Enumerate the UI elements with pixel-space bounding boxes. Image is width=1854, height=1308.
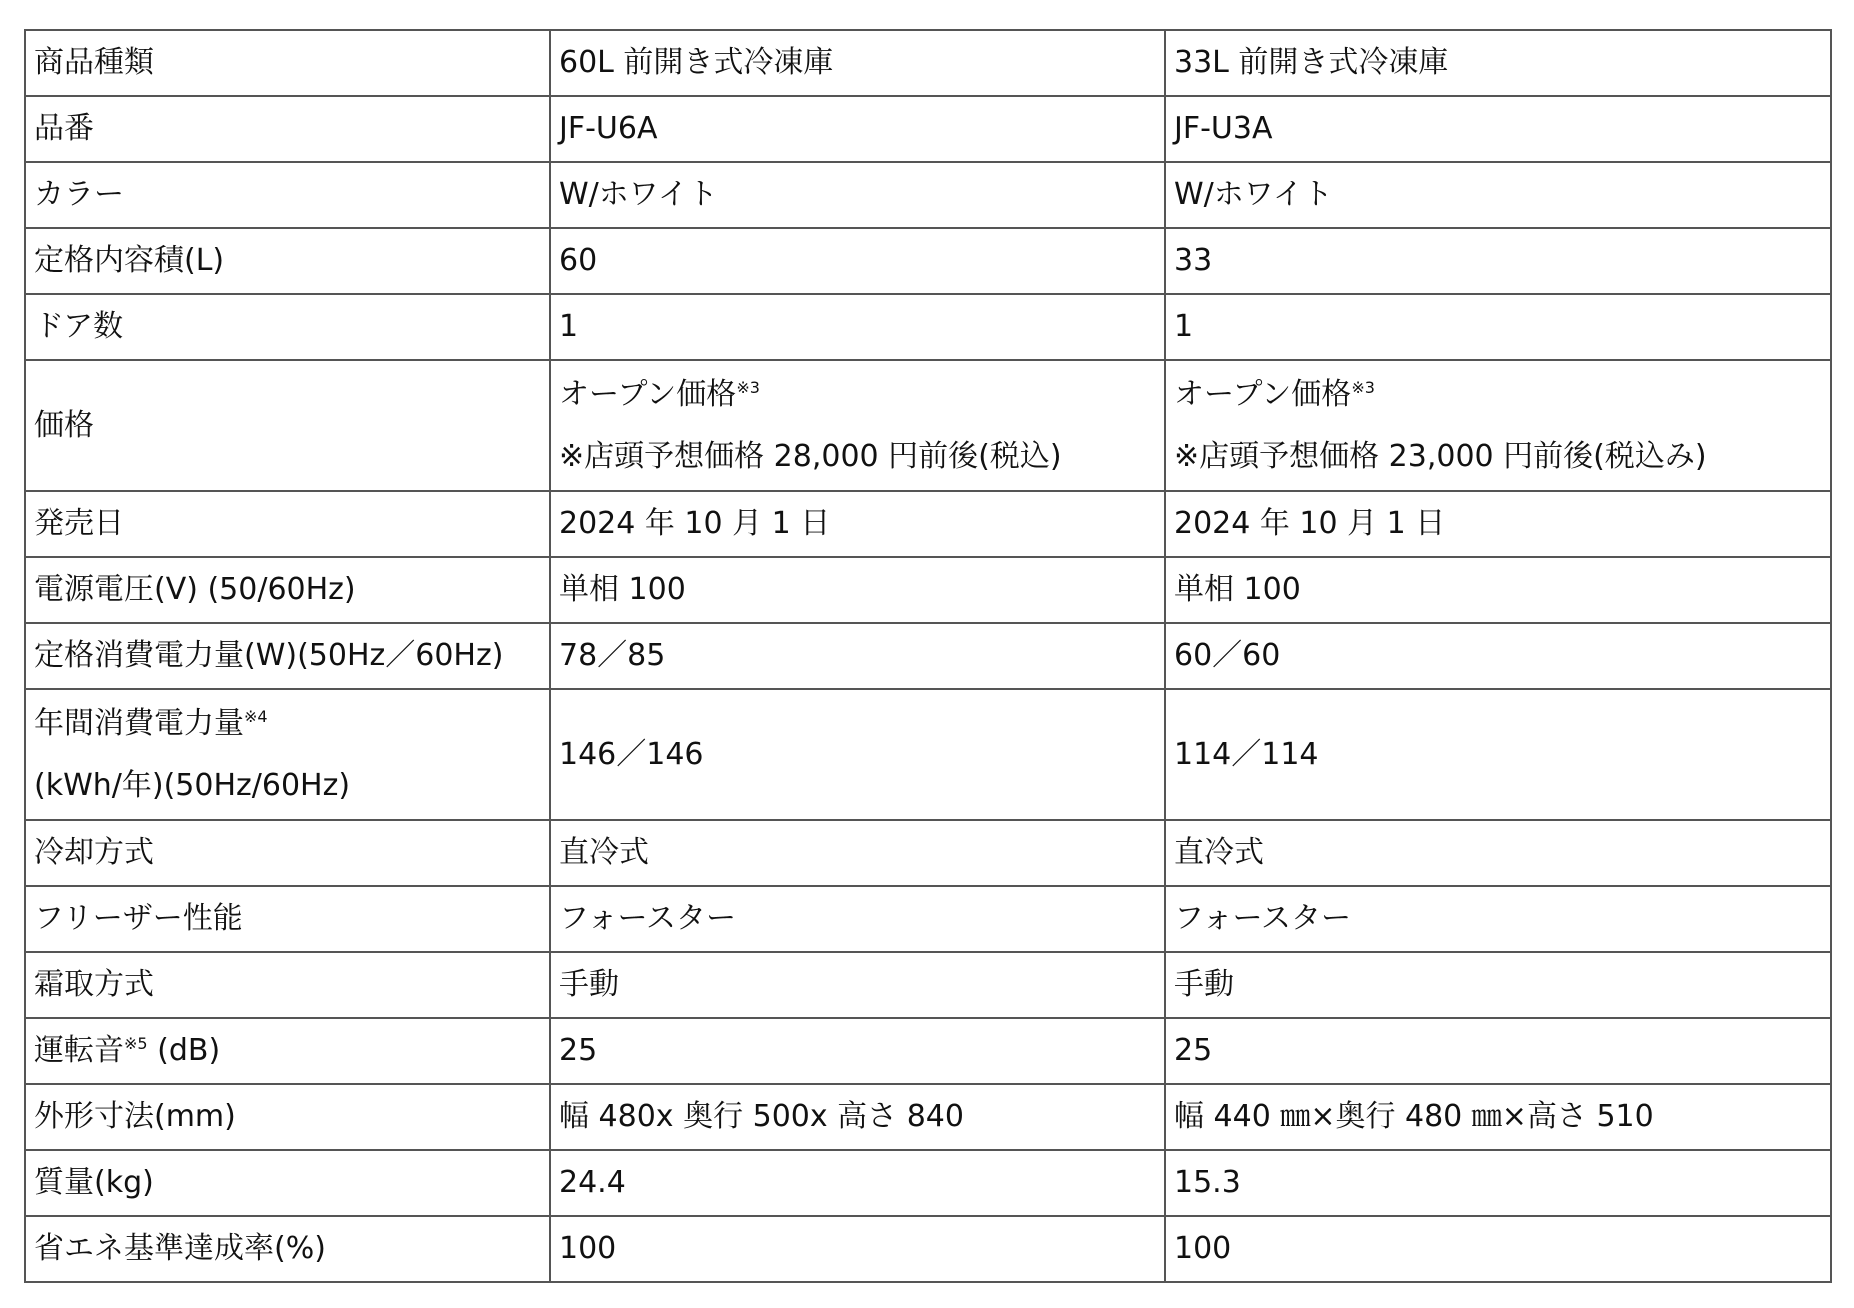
row-label: 質量(kg) — [25, 1150, 550, 1216]
row-label: カラー — [25, 162, 550, 228]
cell-model-60l: 24.4 — [550, 1150, 1165, 1216]
cell-model-33l: JF-U3A — [1165, 96, 1831, 162]
estimated-price: ※店頭予想価格 23,000 円前後(税込み) — [1174, 438, 1707, 474]
cell-model-60l: フォースター — [550, 886, 1165, 952]
cell-model-33l — [1165, 360, 1831, 491]
cell-model-60l — [550, 360, 1165, 491]
cell-model-60l: 直冷式 — [550, 820, 1165, 886]
row-label: 省エネ基準達成率(%) — [25, 1216, 550, 1282]
footnote-mark: ※3 — [1351, 377, 1375, 397]
cell-model-33l: 2024 年 10 月 1 日 — [1165, 491, 1831, 557]
row-label: 電源電圧(V) (50/60Hz) — [25, 557, 550, 623]
row-voltage — [25, 557, 1831, 623]
cell-model-33l: 25 — [1165, 1018, 1831, 1084]
row-label: 発売日 — [25, 491, 550, 557]
cell-model-33l: フォースター — [1165, 886, 1831, 952]
cell-model-60l: 単相 100 — [550, 557, 1165, 623]
row-label: 冷却方式 — [25, 820, 550, 886]
price-line — [1174, 364, 1822, 426]
row-label: 霜取方式 — [25, 952, 550, 1018]
row-label — [25, 689, 550, 820]
row-color — [25, 162, 1831, 228]
row-price — [25, 360, 1831, 491]
cell-model-60l: 60L 前開き式冷凍庫 — [550, 30, 1165, 96]
row-annual-power — [25, 689, 1831, 820]
cell-model-60l: 25 — [550, 1018, 1165, 1084]
label-line — [34, 693, 541, 755]
row-release-date — [25, 491, 1831, 557]
cell-model-33l: 直冷式 — [1165, 820, 1831, 886]
label-unit: (kWh/年)(50Hz/60Hz) — [34, 767, 351, 803]
cell-model-33l: 1 — [1165, 294, 1831, 360]
row-product-type — [25, 30, 1831, 96]
cell-model-60l: 幅 480x 奥行 500x 高さ 840 — [550, 1084, 1165, 1150]
row-weight — [25, 1150, 1831, 1216]
label-unit: (dB) — [147, 1033, 221, 1069]
cell-model-60l: 78／85 — [550, 623, 1165, 689]
row-dimensions — [25, 1084, 1831, 1150]
row-label: フリーザー性能 — [25, 886, 550, 952]
row-label: ドア数 — [25, 294, 550, 360]
cell-model-33l: 単相 100 — [1165, 557, 1831, 623]
cell-model-60l: JF-U6A — [550, 96, 1165, 162]
row-cooling-method — [25, 820, 1831, 886]
estimated-price: ※店頭予想価格 28,000 円前後(税込) — [559, 438, 1062, 474]
row-label: 品番 — [25, 96, 550, 162]
row-energy-efficiency — [25, 1216, 1831, 1282]
row-door-count — [25, 294, 1831, 360]
cell-model-33l: 114／114 — [1165, 689, 1831, 820]
row-label: 商品種類 — [25, 30, 550, 96]
row-rated-power — [25, 623, 1831, 689]
footnote-mark: ※5 — [124, 1034, 148, 1054]
row-freezer-rating — [25, 886, 1831, 952]
row-label: 外形寸法(mm) — [25, 1084, 550, 1150]
cell-model-60l: 100 — [550, 1216, 1165, 1282]
row-label: 価格 — [25, 360, 550, 491]
row-noise-level — [25, 1018, 1831, 1084]
price-text: オープン価格 — [559, 376, 737, 412]
price-text: オープン価格 — [1174, 376, 1352, 412]
row-model-number — [25, 96, 1831, 162]
row-label — [25, 1018, 550, 1084]
footnote-mark: ※3 — [736, 377, 760, 397]
label-text: 運転音 — [34, 1033, 124, 1069]
price-line — [559, 364, 1156, 426]
footnote-mark: ※4 — [244, 706, 268, 726]
cell-model-60l: 1 — [550, 294, 1165, 360]
cell-model-60l: 60 — [550, 228, 1165, 294]
cell-model-33l: 33L 前開き式冷凍庫 — [1165, 30, 1831, 96]
cell-model-33l: 33 — [1165, 228, 1831, 294]
label-text: 年間消費電力量 — [34, 705, 244, 741]
cell-model-33l: 手動 — [1165, 952, 1831, 1018]
cell-model-33l: 15.3 — [1165, 1150, 1831, 1216]
cell-model-60l: 146／146 — [550, 689, 1165, 820]
row-label: 定格内容積(L) — [25, 228, 550, 294]
spec-comparison-table — [24, 29, 1832, 1283]
cell-model-60l: 手動 — [550, 952, 1165, 1018]
row-capacity — [25, 228, 1831, 294]
cell-model-33l: 60／60 — [1165, 623, 1831, 689]
cell-model-33l: W/ホワイト — [1165, 162, 1831, 228]
cell-model-60l: 2024 年 10 月 1 日 — [550, 491, 1165, 557]
row-defrost-method — [25, 952, 1831, 1018]
row-label: 定格消費電力量(W)(50Hz／60Hz) — [25, 623, 550, 689]
cell-model-33l: 幅 440 ㎜×奥行 480 ㎜×高さ 510 — [1165, 1084, 1831, 1150]
cell-model-60l: W/ホワイト — [550, 162, 1165, 228]
cell-model-33l: 100 — [1165, 1216, 1831, 1282]
